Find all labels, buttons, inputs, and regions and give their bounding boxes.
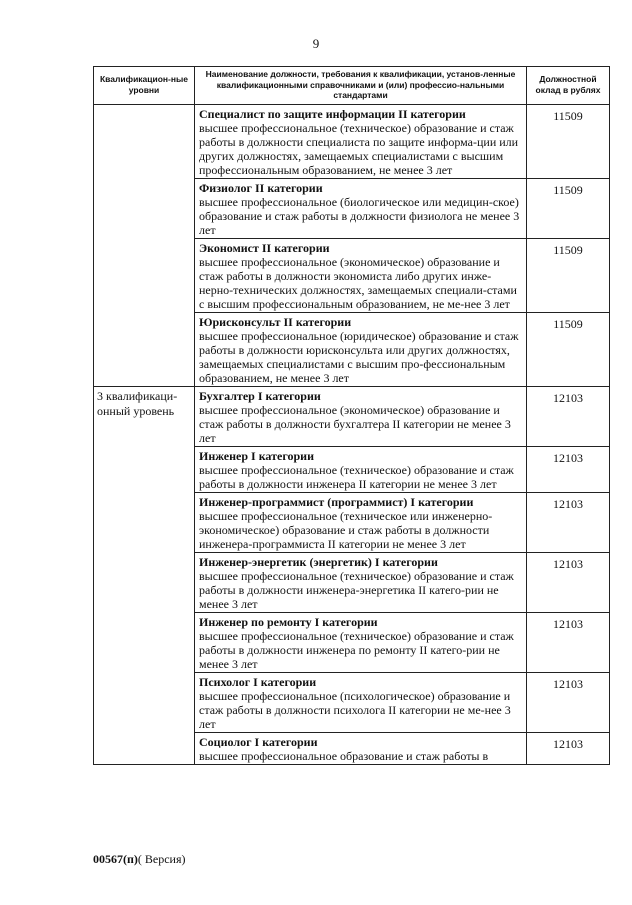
position-cell [195,312,527,386]
salary-cell: 12103 [527,732,610,764]
position-title: Инженер-энергетик (энергетик) I категории [199,554,438,569]
position-title: Специалист по защите информации II категории [199,106,466,121]
position-title: Бухгалтер I категории [199,388,321,403]
position-requirements: высшее профессиональное (юридическое) образование и стаж работы в должности юрисконсульта или других должностях, замещаемых специалистами с высшим про-фессиональным образованием, не менее 3 лет [199,328,519,385]
position-cell [195,492,527,552]
position-requirements: высшее профессиональное (техническое) образование и стаж работы в должности инженера по ремонту II катего-рии не менее 3 лет [199,628,514,671]
table-header-row [94,67,610,105]
document-code: 00567(п) [93,852,138,866]
qualification-level-cell: 3 квалификаци-онный уровень [94,386,195,764]
salary-cell: 12103 [527,672,610,732]
position-cell [195,732,527,764]
position-cell [195,612,527,672]
salary-cell: 11509 [527,238,610,312]
salary-cell: 12103 [527,612,610,672]
position-cell [195,238,527,312]
salary-cell: 12103 [527,386,610,446]
table-body [94,104,610,764]
position-cell [195,178,527,238]
position-requirements: высшее профессиональное (экономическое) образование и стаж работы в должности экономиста либо других инже-нерно-технических должностях, замещаемых специали-стами с высшим профессиональным образованием, не ме-нее 3 лет [199,254,517,311]
position-title: Юрисконсульт II категории [199,314,352,329]
position-title: Инженер I категории [199,448,314,463]
position-title: Психолог I категории [199,674,317,689]
salary-cell: 12103 [527,552,610,612]
header-position-requirements: Наименование должности, требования к квалификации, установ-ленные квалификационными справочниками и (или) профессио-нальными стандартами [195,67,527,105]
salary-cell: 12103 [527,492,610,552]
position-requirements: высшее профессиональное образование и стаж работы в [199,748,489,763]
position-requirements: высшее профессиональное (техническое) образование и стаж работы в должности инженера-энергетика II катего-рии не менее 3 лет [199,568,514,611]
table-row [94,386,610,446]
position-title: Инженер по ремонту I категории [199,614,378,629]
position-requirements: высшее профессиональное (биологическое или медицин-ское) образование и стаж работы в должности физиолога не менее 3 лет [199,194,520,237]
position-requirements: высшее профессиональное (техническое или инженерно-экономическое) образование и стаж работы в должности инженера-программиста II категории не менее 3 лет [199,508,493,551]
salary-cell: 11509 [527,178,610,238]
salary-cell: 11509 [527,312,610,386]
header-salary: Должностной оклад в рублях [527,67,610,105]
document-footer [93,852,186,867]
position-title: Социолог I категории [199,734,318,749]
position-title: Экономист II категории [199,240,330,255]
position-cell [195,104,527,178]
header-qualification-levels: Квалификацион-ные уровни [94,67,195,105]
salary-cell: 12103 [527,446,610,492]
position-requirements: высшее профессиональное (психологическое) образование и стаж работы в должности психолога II категории не ме-нее 3 лет [199,688,511,731]
qualification-level-cell [94,104,195,386]
position-requirements: высшее профессиональное (техническое) образование и стаж работы в должности инженера II категории не менее 3 лет [199,462,514,491]
position-requirements: высшее профессиональное (экономическое) образование и стаж работы в должности бухгалтера II категории не менее 3 лет [199,402,511,445]
position-title: Инженер-программист (программист) I категории [199,494,474,509]
table-row [94,104,610,178]
position-requirements: высшее профессиональное (техническое) образование и стаж работы в должности специалиста по защите информа-ции или других должностях, замещаемых специалистами с высшим профессиональным образованием, не менее 3 лет [199,120,519,177]
position-cell [195,552,527,612]
position-cell [195,672,527,732]
document-version: ( Версия) [137,852,186,866]
page-number: 9 [312,36,320,51]
position-cell [195,446,527,492]
position-cell [195,386,527,446]
qualification-table [93,66,610,765]
salary-cell: 11509 [527,104,610,178]
position-title: Физиолог II категории [199,180,323,195]
